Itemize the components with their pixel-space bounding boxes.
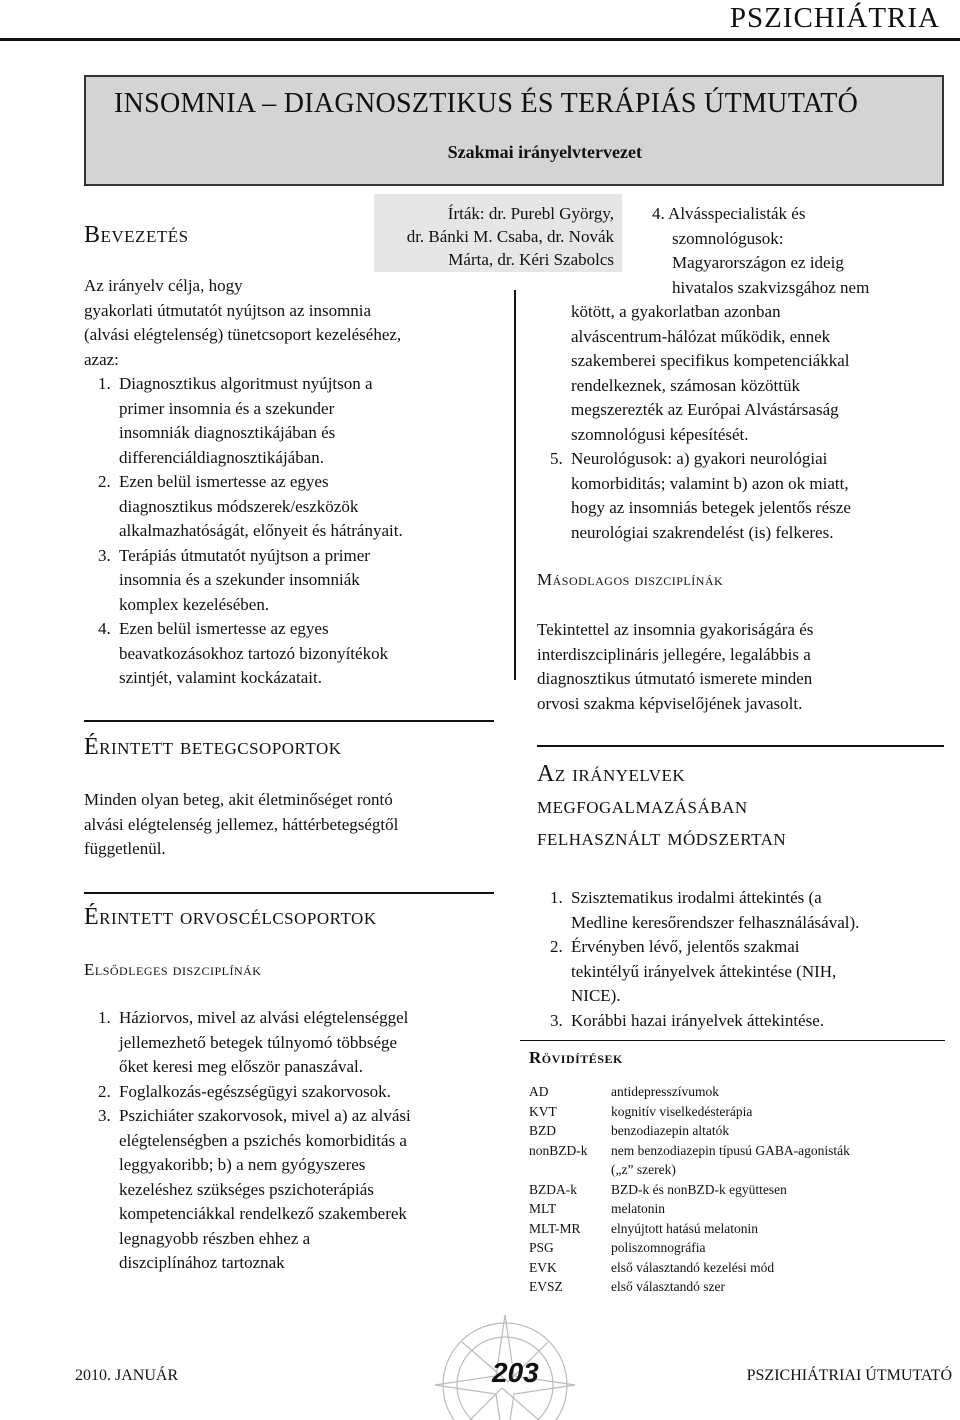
footer-date: 2010. JANUÁR <box>75 1367 179 1384</box>
list-item <box>84 617 504 691</box>
list-number: 3. <box>550 1010 563 1030</box>
section-divider <box>84 720 494 722</box>
text-line: hivatalos szakvizsgához nem <box>672 277 870 297</box>
abbr-row <box>529 1082 911 1102</box>
abbr-row <box>529 1180 911 1200</box>
list-number: 2. <box>550 937 563 956</box>
abbr-row <box>529 1258 911 1278</box>
abbr-value: melatonin <box>611 1201 665 1216</box>
text-line: Terápiás útmutatót nyújtson a primer <box>119 545 370 565</box>
abbr-key: nonBZD-k <box>529 1142 588 1158</box>
list-item <box>84 544 504 618</box>
abbr-key: BZDA-k <box>529 1181 577 1197</box>
text-line: Minden olyan beteg, akit életminőséget rontó <box>84 790 393 809</box>
abbr-value: („z” szerek) <box>611 1162 676 1177</box>
item4-rest <box>571 300 951 447</box>
patients-text <box>84 788 504 862</box>
list-number: 5. <box>550 449 563 468</box>
abbr-row <box>529 1277 911 1297</box>
abbr-key: MLT <box>529 1201 557 1216</box>
text-line: diagnosztikus módszerek/eszközök <box>119 496 359 516</box>
abbr-value: BZD-k és nonBZD-k együttesen <box>611 1181 787 1197</box>
text-line: függetlenül. <box>84 839 166 858</box>
abbr-key <box>529 1160 611 1180</box>
abbr-key: PSG <box>529 1240 554 1255</box>
list-number: 4. <box>98 619 111 638</box>
abbr-value: nem benzodiazepin típusú GABA-agonisták <box>611 1142 850 1158</box>
list-item <box>84 1080 504 1105</box>
text-line: orvosi szakma képviselőjének javasolt. <box>537 693 803 713</box>
abbr-value: első választandó kezelési mód <box>611 1259 775 1275</box>
text-line: (alvási elégtelenség) tünetcsoport kezeléséhez, <box>84 325 402 344</box>
text-line: kötött, a gyakorlatban azonban <box>571 302 781 321</box>
text-line: Foglalkozás-egészségügyi szakorvosok. <box>119 1081 391 1101</box>
text-line: őket keresi meg először panaszával. <box>119 1057 364 1076</box>
text-line: elégtelenségben a pszichés komorbiditás a <box>119 1130 407 1150</box>
abbr-value: benzodiazepin altatók <box>611 1123 730 1138</box>
abbr-value: kognitív viselkedésterápia <box>611 1103 753 1119</box>
section-title: PSZICHIÁTRIA <box>729 2 940 34</box>
abbr-value: elnyújtott hatású melatonin <box>611 1220 758 1236</box>
text-line: Az irányelv célja, hogy <box>84 276 243 295</box>
intro-lead <box>84 274 504 691</box>
text-line: diagnosztikus útmutató ismerete minden <box>537 669 813 688</box>
text-line: leggyakoribb; b) a nem gyógyszeres <box>119 1155 366 1174</box>
text-line: NICE). <box>571 986 621 1005</box>
list-item <box>84 1104 504 1276</box>
authors <box>384 202 614 271</box>
text-line: komplex kezelésében. <box>119 594 270 614</box>
list-number: 1. <box>98 374 111 393</box>
abbr-key: KVT <box>529 1103 557 1119</box>
text-line: insomnia és a szekunder insomniák <box>119 570 360 589</box>
text-line: neurológiai szakrendelést (is) felkeres. <box>571 522 834 542</box>
text-line: insomniák diagnosztikájában és <box>119 423 336 442</box>
text-line: komorbiditás; valamint b) azon ok miatt, <box>571 473 849 493</box>
primary-disciplines-list <box>84 1006 504 1276</box>
text-line: beavatkozásokhoz tartozó bizonyítékok <box>119 643 389 663</box>
page-number: 203 <box>492 1357 539 1388</box>
abbr-row <box>529 1121 911 1141</box>
item4-top <box>652 202 942 300</box>
text-line: jellemezhető betegek túlnyomó többsége <box>119 1032 398 1052</box>
abbr-row <box>529 1141 911 1161</box>
list-item <box>536 935 956 1009</box>
abbr-row <box>529 1160 911 1180</box>
text-line: Ezen belül ismertesse az egyes <box>119 619 329 638</box>
text-line: szakemberei specifikus kompetenciákkal <box>571 351 850 370</box>
abbr-value: első választandó szer <box>611 1279 725 1294</box>
text-line: primer insomnia és a szekunder <box>119 398 335 418</box>
text-line: hogy az insomniás betegek jelentős része <box>571 498 851 517</box>
text-line: alvási elégtelenség jellemez, háttérbetegségtől <box>84 814 399 834</box>
list-item <box>84 470 504 544</box>
section-divider <box>537 745 944 747</box>
text-line: szomnológusi képesítését. <box>571 424 749 444</box>
primary-disciplines-heading: Elsődleges diszciplínák <box>84 960 262 979</box>
text-line: Érvényben lévő, jelentős szakmai <box>571 937 800 956</box>
abbr-row <box>529 1219 911 1239</box>
list-number: 3. <box>98 1106 111 1125</box>
list-number: 3. <box>98 545 111 565</box>
text-line: kompetenciákkal rendelkező szakemberek <box>119 1204 407 1223</box>
abbreviations-table <box>529 1082 911 1297</box>
authors-line: dr. Bánki M. Csaba, dr. Novák <box>406 227 614 246</box>
abbr-row <box>529 1238 911 1258</box>
footer-journal: PSZICHIÁTRIAI ÚTMUTATÓ <box>746 1367 952 1384</box>
abbr-key: BZD <box>529 1123 556 1138</box>
abbr-key: MLT-MR <box>529 1220 581 1236</box>
text-line: Tekintettel az insomnia gyakoriságára és <box>537 620 814 639</box>
text-line: szomnológusok: <box>672 228 784 248</box>
heading-line: felhasznált módszertan <box>537 825 787 851</box>
text-line: alkalmazhatóságát, előnyeit és hátrányait. <box>119 521 403 540</box>
section-divider <box>84 892 494 894</box>
authors-line: Márta, dr. Kéri Szabolcs <box>448 250 614 269</box>
item5 <box>536 447 956 545</box>
text-line: Diagnosztikus algoritmust nyújtson a <box>119 374 373 393</box>
text-line: 4. Alvásspecialisták és <box>652 204 806 223</box>
list-item <box>536 886 956 935</box>
text-line: differenciáldiagnosztikájában. <box>119 447 325 467</box>
text-line: azaz: <box>84 349 119 369</box>
text-line: legnagyobb részben ehhez a <box>119 1228 311 1248</box>
abbreviations-heading: Rövidítések <box>529 1048 623 1067</box>
list-item <box>536 447 956 545</box>
text-line: megszerezték az Európai Alvástársaság <box>571 400 839 419</box>
intro-list <box>84 372 504 691</box>
secondary-disciplines-heading: Másodlagos diszciplínák <box>537 570 724 589</box>
text-line: alváscentrum-hálózat működik, ennek <box>571 326 831 346</box>
text-line: diszciplínához tartoznak <box>119 1253 285 1272</box>
article-subtitle: Szakmai irányelvtervezet <box>447 142 642 162</box>
methods-heading <box>537 758 786 854</box>
text-line: Háziorvos, mivel az alvási elégtelenséggel <box>119 1008 409 1027</box>
list-number: 2. <box>98 472 111 491</box>
text-line: Pszichiáter szakorvosok, mivel a) az alvási <box>119 1106 411 1125</box>
abbr-row <box>529 1199 911 1219</box>
abbr-row <box>529 1102 911 1122</box>
list-item <box>84 1006 504 1080</box>
text-line: Medline keresőrendszer felhasználásával). <box>571 912 860 932</box>
abbr-value: poliszomnográfia <box>611 1240 706 1255</box>
article-title: INSOMNIA – DIAGNOSZTIKUS ÉS TERÁPIÁS ÚTMUTATÓ <box>114 88 859 119</box>
list-number: 1. <box>550 888 563 907</box>
abbr-divider <box>520 1040 945 1041</box>
abbr-key: AD <box>529 1084 549 1099</box>
text-line: Korábbi hazai irányelvek áttekintése. <box>571 1010 824 1030</box>
list-item <box>84 372 504 470</box>
header-rule <box>0 38 960 41</box>
heading-line: Az irányelvek <box>537 761 686 787</box>
text-line: Ezen belül ismertesse az egyes <box>119 472 329 491</box>
abbr-key: EVK <box>529 1259 557 1275</box>
text-line: Szisztematikus irodalmi áttekintés (a <box>571 888 822 907</box>
doctors-heading: Érintett orvoscélcsoportok <box>84 904 377 930</box>
authors-line: Írták: dr. Purebl György, <box>447 204 614 223</box>
list-number: 1. <box>98 1008 111 1027</box>
text-line: Neurológusok: a) gyakori neurológiai <box>571 449 828 468</box>
abbr-key: EVSZ <box>529 1279 563 1294</box>
heading-line: megfogalmazásában <box>537 793 748 819</box>
text-line: szintjét, valamint kockázatait. <box>119 668 322 687</box>
text-line: interdiszciplináris jellegére, legalábbis a <box>537 644 811 664</box>
text-line: tekintélyű irányelvek áttekintése (NIH, <box>571 961 837 981</box>
secondary-disciplines-text <box>537 618 937 716</box>
list-item <box>536 1009 956 1034</box>
list-number: 2. <box>98 1081 111 1101</box>
text-line: rendelkeznek, számosan közöttük <box>571 375 800 395</box>
text-line: gyakorlati útmutatót nyújtson az insomnia <box>84 300 372 320</box>
text-line: kezeléshez szükséges pszichoterápiás <box>119 1179 374 1199</box>
abbr-value: antidepresszívumok <box>611 1084 719 1099</box>
methods-list <box>536 886 956 1033</box>
intro-heading: Bevezetés <box>84 222 189 248</box>
patients-heading: Érintett betegcsoportok <box>84 734 342 760</box>
text-line: Magyarországon ez ideig <box>672 253 844 272</box>
column-divider <box>514 290 516 680</box>
